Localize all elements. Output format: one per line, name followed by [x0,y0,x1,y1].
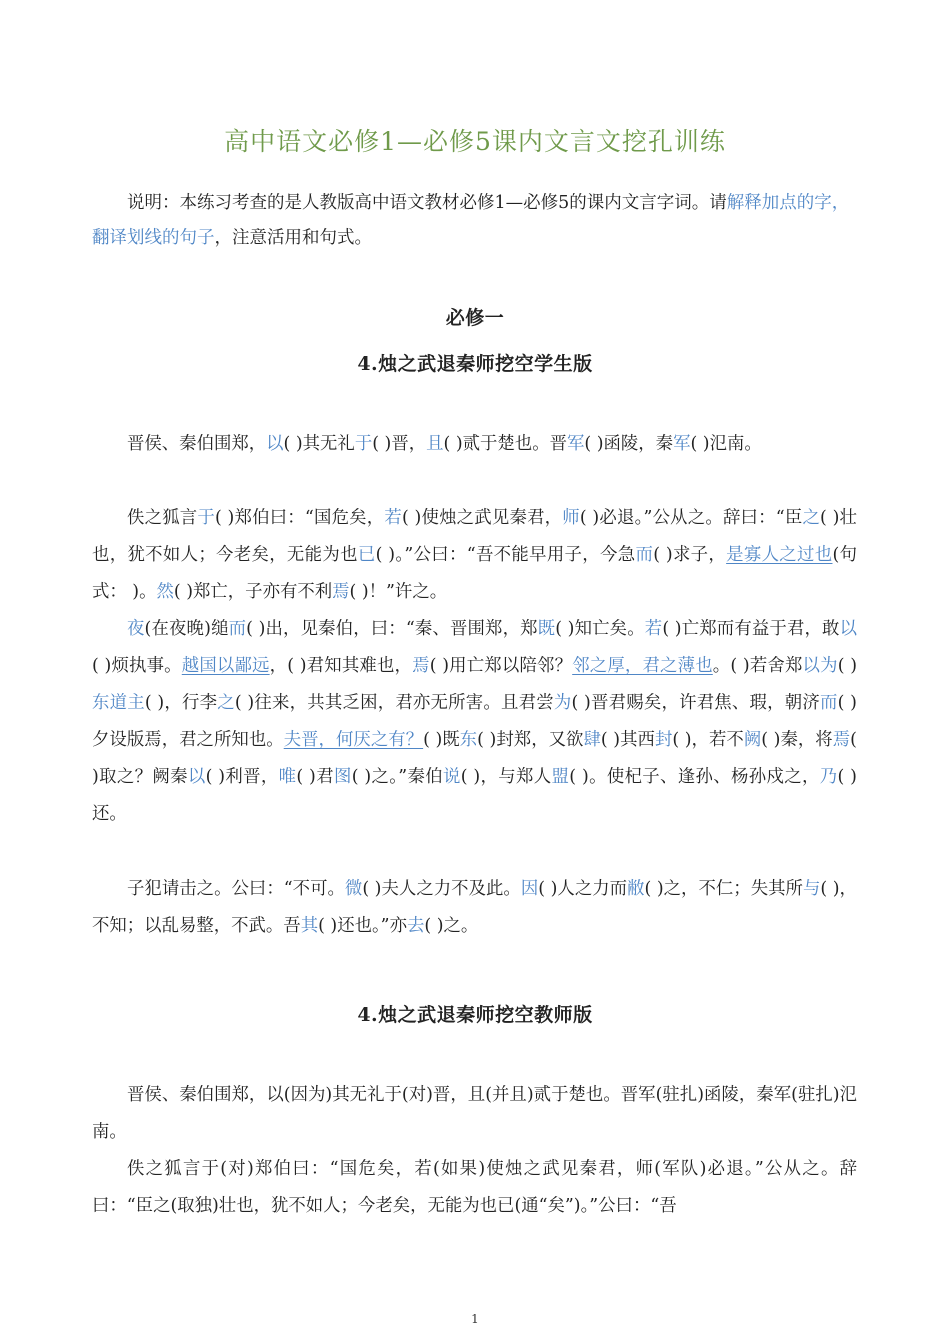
text-run: ( )还也。”亦 [318,916,407,936]
highlighted-character: 盟 [551,767,570,787]
underlined-sentence: 夫晋，何厌之有？ [283,730,424,750]
teacher-paragraph: 佚之狐言于(对)郑伯曰：“国危矣，若(如果)使烛之武见秦君，师(军队)必退。”公从之。辞曰：“臣之(取独)壮也，犹不如人；今老矣，无能为也已(通“矣”)。”公曰：“吾 [92,1159,857,1216]
highlighted-character: 焉 [832,730,851,750]
instruction-note [92,186,857,256]
text-run: ，( )君知其难也， [269,656,413,676]
text-run: 子犯请击之。公曰：“不可。 [127,879,345,899]
highlighted-character: 若 [384,508,402,528]
text-run: ( )夫人之力不及此。 [362,879,521,899]
text-run: ( )出，见秦伯，曰：“秦、晋围郑，郑 [246,619,538,639]
student-paragraph [92,871,857,945]
text-run: ( )。”公曰：“吾不能早用子，今急 [375,545,636,565]
text-run: 晋侯、秦伯围郑， [127,434,267,454]
text-run: ( )求子， [653,545,727,565]
highlighted-character: 于 [354,434,373,454]
highlighted-character: 去 [406,916,425,936]
highlighted-character: 东道主 [92,693,145,713]
highlighted-character: 军 [673,434,691,454]
text-run: ( )。使杞子、逢孙、杨孙戍之， [569,767,820,787]
highlighted-character: 而 [820,693,838,713]
text-run: 佚之狐言 [127,508,198,528]
text-run: ( )使烛之武见秦君， [401,508,563,528]
text-run: ( )之。”秦伯 [351,767,443,787]
highlighted-character: 之 [217,693,235,713]
text-run: ( )封郑，又欲 [477,730,584,750]
text-run: ( )！”许之。 [349,582,448,602]
highlighted-character: 东 [459,730,478,750]
text-run: ( )利晋， [205,767,279,787]
highlighted-character: 唯 [278,767,297,787]
highlighted-character: 焉 [332,582,350,602]
text-run: ( )，若不 [672,730,744,750]
highlighted-character: 焉 [412,656,430,676]
highlighted-character: 且 [426,434,444,454]
highlighted-character: 既 [537,619,556,639]
highlighted-character: 敝 [627,879,645,899]
text-run: ( )晋君赐矣，许君焦、瑕，朝济 [571,693,820,713]
text-run: ( )其无礼 [283,434,355,454]
text-run: ( )既 [423,730,460,750]
text-run: ( )函陵，秦 [584,434,674,454]
highlighted-character: 师 [562,508,580,528]
highlighted-character: 肆 [583,730,601,750]
text-run: ( )壮也，犹不如人；今老矣，无能为也 [92,508,857,565]
highlighted-character: 以 [266,434,284,454]
text-run: ( )郑伯曰：“国危矣， [215,508,385,528]
text-run: ( )之。 [424,916,479,936]
text-run: (句式： )。 [92,545,857,602]
highlighted-character: 说 [443,767,461,787]
note-text: 说明：本练习考查的是人教版高中语文教材必修1—必修5的课内文言字词。请 [127,193,727,213]
highlighted-character: 若 [644,619,663,639]
student-paragraph [92,611,857,833]
text-run: ( )郑亡，子亦有不利 [173,582,333,602]
highlighted-character: 之 [802,508,821,528]
page-number: 1 [471,1312,479,1326]
student-paragraph [92,426,857,463]
note-text-end: ，注意活用和句式。 [214,228,372,248]
teacher-version-heading: 4.烛之武退秦师挖空教师版 [357,1004,593,1026]
highlighted-character: 图 [333,767,352,787]
highlighted-character: 阙 [743,730,762,750]
text-run: ( )取之？阙秦 [92,730,857,787]
text-run: ( )，不知；以乱易整，不武。吾 [92,879,857,936]
highlighted-character: 以为 [802,656,838,676]
student-version-heading: 4.烛之武退秦师挖空学生版 [357,353,593,375]
highlighted-character: 于 [197,508,215,528]
text-run: ( )烦执事。 [92,656,182,676]
highlighted-character: 军 [566,434,585,454]
teacher-paragraph: 晋侯、秦伯围郑，以(因为)其无礼于(对)晋，且(并且)贰于楚也。晋军(驻扎)函陵，秦军(驻扎)氾南。 [92,1085,857,1142]
text-run: ( )用亡郑以陪邻？ [429,656,573,676]
highlighted-character: 然 [156,582,174,602]
page-title: 高中语文必修1—必修5课内文言文挖孔训练 [224,127,726,156]
text-run: ( )秦，将 [761,730,833,750]
text-run: ( )其西 [600,730,655,750]
highlighted-character: 已 [357,545,376,565]
underlined-sentence: 是寡人之过也 [726,545,833,565]
highlighted-character: 而 [228,619,247,639]
text-run: ( )氾南。 [690,434,762,454]
text-run: ( )必退。”公从之。辞曰：“臣 [579,508,803,528]
highlighted-character: 夜 [127,619,145,639]
highlighted-character: 乃 [819,767,838,787]
text-run: ( )，行李 [144,693,218,713]
highlighted-character: 而 [635,545,654,565]
underlined-sentence: 越国以鄙远 [181,656,270,676]
text-run: ( )晋， [372,434,427,454]
text-run: ( )贰于楚也。晋 [443,434,567,454]
text-run: (在夜晚)缒 [144,619,229,639]
text-run: ( )之，不仁；失其所 [644,879,803,899]
highlighted-character: 封 [654,730,673,750]
text-run: ( )亡郑而有益于君，敢 [662,619,840,639]
highlighted-character: 微 [344,879,363,899]
text-run: ( )夕设版焉，君之所知也。 [92,693,857,750]
underlined-sentence: 邻之厚，君之薄也 [572,656,713,676]
highlighted-character: 以 [187,767,206,787]
text-run: ( )，与郑人 [460,767,552,787]
highlighted-character: 为 [553,693,572,713]
text-run: ( )往来，共其乏困，君亦无所害。且君尝 [234,693,554,713]
note-highlight: 解释加点的字，翻译划线的句子 [92,193,850,248]
highlighted-character: 与 [802,879,821,899]
text-run: ( )知亡矣。 [555,619,645,639]
student-paragraph [92,500,857,611]
highlighted-character: 以 [839,619,857,639]
highlighted-character: 其 [300,916,319,936]
text-run: ( ) [837,656,857,676]
text-run: 。( )若舍郑 [712,656,803,676]
text-run: ( )还。 [92,767,857,824]
section-heading: 必修一 [445,307,505,329]
highlighted-character: 因 [520,879,539,899]
text-run: ( )君 [296,767,334,787]
text-run: ( )人之力而 [538,879,628,899]
